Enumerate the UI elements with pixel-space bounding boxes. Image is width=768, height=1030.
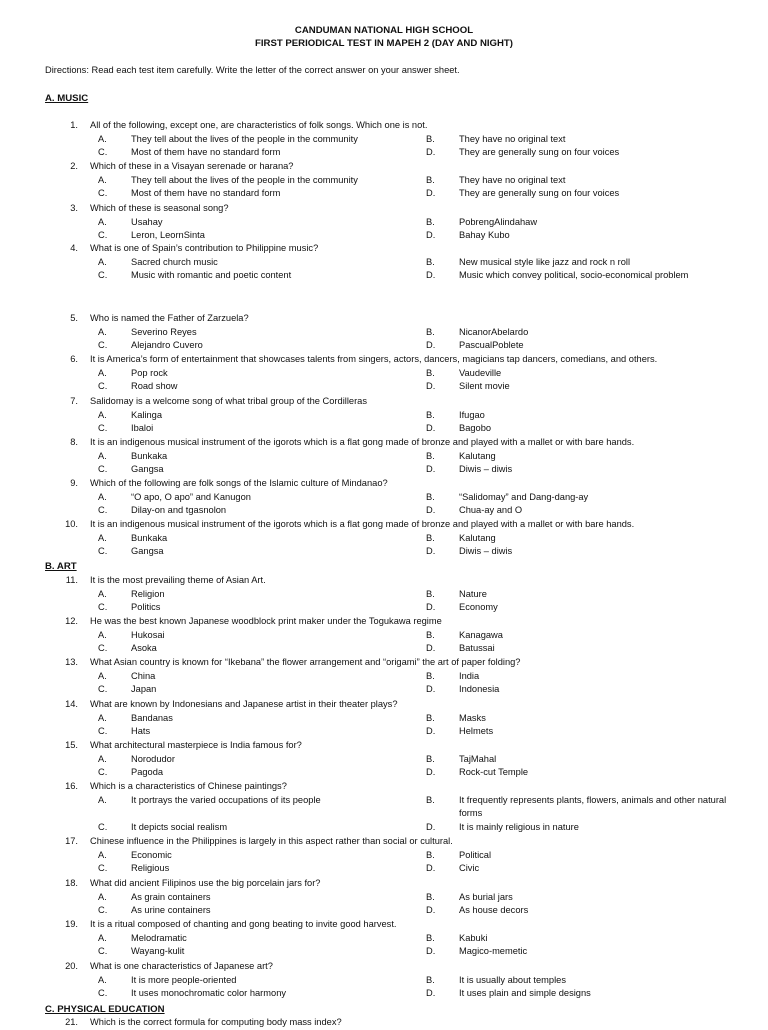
question-item (0, 119, 768, 133)
question-text: What did ancient Filipinos use the big porcelain jars for? (90, 878, 321, 888)
question-item (0, 242, 768, 256)
option-text: “O apo, O apo” and Kanugon (131, 491, 251, 502)
option-row (0, 463, 768, 477)
option-text: Road show (131, 381, 178, 392)
option-text: Kalinga (131, 409, 163, 420)
option-text: Bagobo (459, 423, 492, 434)
question-item (0, 312, 768, 326)
option-text: Hukosai (131, 629, 165, 640)
option-row (0, 629, 768, 643)
option-text: Music which convey political, socio-economical problem (459, 270, 689, 281)
option-letter: C. (98, 946, 108, 957)
option-row (0, 339, 768, 353)
option-text: It frequently represents plants, flowers, animals and other natural forms (459, 794, 727, 819)
option-letter: B. (426, 367, 435, 378)
option-text: Melodramatic (131, 932, 187, 943)
question-item (0, 656, 768, 670)
question-number: 4. (70, 243, 78, 253)
option-letter: C. (98, 863, 108, 874)
option-row (0, 974, 768, 988)
option-row (0, 367, 768, 381)
question-item (0, 202, 768, 216)
question-text: What Asian country is known for “Ikebana” the flower arrangement and “origami” the art of paper folding? (90, 657, 521, 667)
option-letter: C. (98, 602, 108, 613)
option-text: Economy (459, 602, 498, 613)
question-number: 10. (65, 519, 78, 529)
option-text: They tell about the lives of the people in the community (131, 133, 358, 144)
option-row (0, 450, 768, 464)
option-text: Ibaloi (131, 423, 154, 434)
option-letter: A. (98, 753, 107, 764)
option-text: They have no original text (459, 174, 566, 185)
question-text: Which is a characteristics of Chinese paintings? (90, 781, 287, 791)
option-text: Wayang-kulit (131, 946, 185, 957)
option-letter: B. (426, 753, 435, 764)
option-letter: C. (98, 546, 108, 557)
option-text: It is mainly religious in nature (459, 822, 579, 833)
option-letter: D. (426, 905, 436, 916)
option-text: Alejandro Cuvero (131, 340, 203, 351)
option-letter: D. (426, 822, 436, 833)
option-letter: C. (98, 505, 108, 516)
option-letter: A. (98, 794, 107, 805)
option-text: Nature (459, 588, 487, 599)
option-row (0, 849, 768, 863)
option-text: Economic (131, 849, 172, 860)
option-row (0, 725, 768, 739)
option-text: Kalutang (459, 532, 496, 543)
option-letter: D. (426, 147, 436, 158)
option-row (0, 904, 768, 918)
option-text: China (131, 670, 156, 681)
question-number: 8. (70, 437, 78, 447)
option-letter: A. (98, 670, 107, 681)
option-text: As grain containers (131, 891, 211, 902)
option-letter: A. (98, 256, 107, 267)
option-letter: A. (98, 849, 107, 860)
option-text: As urine containers (131, 905, 211, 916)
option-text: Bandanas (131, 712, 173, 723)
school-name: CANDUMAN NATIONAL HIGH SCHOOL (294, 25, 474, 36)
option-row (0, 532, 768, 546)
option-letter: B. (426, 491, 435, 502)
question-text: Chinese influence in the Philippines is largely in this aspect rather than social or cultural. (90, 836, 453, 846)
option-letter: C. (98, 423, 108, 434)
option-letter: D. (426, 946, 436, 957)
option-letter: A. (98, 367, 107, 378)
question-item (0, 918, 768, 932)
option-letter: C. (98, 684, 108, 695)
option-row (0, 862, 768, 876)
option-text: Most of them have no standard form (131, 147, 281, 158)
question-item (0, 395, 768, 409)
option-text: NicanorAbelardo (459, 326, 529, 337)
option-text: Usahay (131, 216, 163, 227)
option-row (0, 422, 768, 436)
question-item (0, 877, 768, 891)
question-text: He was the best known Japanese woodblock print maker under the Togukawa regime (90, 616, 442, 626)
option-row (0, 133, 768, 147)
option-letter: B. (426, 932, 435, 943)
option-text: Kabuki (459, 932, 488, 943)
question-item (0, 477, 768, 491)
section-pe-heading: C. PHYSICAL EDUCATION (45, 1004, 165, 1015)
option-text: PascualPoblete (459, 340, 524, 351)
option-text: Bunkaka (131, 450, 168, 461)
question-number: 1. (70, 120, 78, 130)
option-text: They are generally sung on four voices (459, 147, 620, 158)
option-row (0, 491, 768, 505)
option-letter: C. (98, 822, 108, 833)
option-row (0, 146, 768, 160)
option-text: It is more people-oriented (131, 974, 237, 985)
option-row (0, 588, 768, 602)
option-text: Japan (131, 684, 157, 695)
option-letter: B. (426, 588, 435, 599)
option-letter: C. (98, 726, 108, 737)
question-text: It is an indigenous musical instrument of the igorots which is a flat gong made of bronze and played with a mallet or with bare hands. (90, 519, 635, 529)
option-text: Ifugao (459, 409, 485, 420)
option-text: Pop rock (131, 367, 168, 378)
option-row (0, 216, 768, 230)
option-text: Religious (131, 863, 170, 874)
option-letter: A. (98, 629, 107, 640)
option-letter: D. (426, 464, 436, 475)
option-text: Most of them have no standard form (131, 188, 281, 199)
question-text: All of the following, except one, are characteristics of folk songs. Which one is not. (90, 120, 428, 130)
option-row (0, 545, 768, 559)
question-text: Which of these is seasonal song? (90, 203, 229, 213)
question-number: 3. (70, 203, 78, 213)
option-text: New musical style like jazz and rock n roll (459, 256, 631, 267)
question-item (0, 574, 768, 588)
option-letter: B. (426, 532, 435, 543)
test-title: FIRST PERIODICAL TEST IN MAPEH 2 (DAY AND NIGHT) (255, 38, 513, 49)
question-number: 2. (70, 161, 78, 171)
option-text: Gangsa (131, 464, 164, 475)
option-text: It depicts social realism (131, 822, 228, 833)
option-text: Chua-ay and O (459, 505, 523, 516)
question-text: What is one characteristics of Japanese art? (90, 961, 273, 971)
option-letter: B. (426, 891, 435, 902)
question-number: 12. (65, 616, 78, 626)
option-text: Bunkaka (131, 532, 168, 543)
option-text: Politics (131, 602, 161, 613)
option-letter: A. (98, 326, 107, 337)
option-row (0, 256, 768, 270)
option-row (0, 712, 768, 726)
option-text: Hats (131, 726, 151, 737)
option-text: Diwis – diwis (459, 546, 513, 557)
option-letter: D. (426, 988, 436, 999)
option-text: “Salidomay” and Dang-dang-ay (459, 491, 589, 502)
option-row (0, 504, 768, 518)
question-item (0, 698, 768, 712)
question-number: 9. (70, 478, 78, 488)
option-letter: D. (426, 188, 436, 199)
section-music-heading: A. MUSIC (45, 93, 89, 104)
option-letter: A. (98, 588, 107, 599)
option-text: They have no original text (459, 133, 566, 144)
option-text: As burial jars (459, 891, 513, 902)
option-text: Asoka (131, 643, 157, 654)
option-letter: D. (426, 505, 436, 516)
option-row (0, 642, 768, 656)
option-letter: D. (426, 270, 436, 281)
question-item (0, 436, 768, 450)
option-letter: B. (426, 670, 435, 681)
question-item (0, 835, 768, 849)
question-item (0, 960, 768, 974)
question-number: 20. (65, 961, 78, 971)
option-text: Music with romantic and poetic content (131, 270, 292, 281)
option-letter: A. (98, 409, 107, 420)
question-number: 5. (70, 313, 78, 323)
option-letter: D. (426, 726, 436, 737)
option-letter: A. (98, 450, 107, 461)
option-row (0, 380, 768, 394)
section-art-heading: B. ART (45, 561, 77, 572)
option-letter: D. (426, 340, 436, 351)
option-letter: A. (98, 891, 107, 902)
option-text: Pagoda (131, 767, 164, 778)
question-text: What are known by Indonesians and Japanese artist in their theater plays? (90, 699, 398, 709)
option-letter: D. (426, 767, 436, 778)
option-letter: D. (426, 863, 436, 874)
option-letter: B. (426, 629, 435, 640)
option-text: Leron, LeornSinta (131, 230, 205, 241)
question-text: It is an indigenous musical instrument of the igorots which is a flat gong made of bronze and played with a mallet or with bare hands. (90, 437, 635, 447)
directions: Directions: Read each test item carefully. Write the letter of the correct answer on your answer sheet. (45, 65, 460, 75)
option-letter: D. (426, 230, 436, 241)
option-letter: C. (98, 270, 108, 281)
option-letter: B. (426, 849, 435, 860)
question-item (0, 1016, 768, 1030)
question-text: Which is the correct formula for computing body mass index? (90, 1017, 342, 1027)
option-letter: B. (426, 326, 435, 337)
option-row (0, 753, 768, 767)
option-row (0, 601, 768, 615)
option-text: Religion (131, 588, 165, 599)
option-text: It is usually about temples (459, 974, 566, 985)
option-text: Indonesia (459, 684, 500, 695)
option-letter: D. (426, 546, 436, 557)
option-letter: C. (98, 905, 108, 916)
option-letter: C. (98, 188, 108, 199)
question-text: It is America’s form of entertainment that showcases talents from singers, actors, dancers, magicians tap dancers, comedians, and others. (90, 354, 658, 364)
option-letter: C. (98, 988, 108, 999)
option-text: India (459, 670, 480, 681)
option-row (0, 932, 768, 946)
option-letter: A. (98, 712, 107, 723)
option-text: Severino Reyes (131, 326, 197, 337)
option-text: They tell about the lives of the people in the community (131, 174, 358, 185)
option-letter: A. (98, 174, 107, 185)
option-row (0, 187, 768, 201)
option-letter: D. (426, 602, 436, 613)
option-letter: B. (426, 409, 435, 420)
question-number: 21. (65, 1017, 78, 1027)
question-number: 13. (65, 657, 78, 667)
option-row (0, 945, 768, 959)
question-number: 14. (65, 699, 78, 709)
question-number: 7. (70, 396, 78, 406)
option-letter: D. (426, 423, 436, 434)
option-letter: B. (426, 133, 435, 144)
option-text: Kanagawa (459, 629, 503, 640)
option-letter: D. (426, 684, 436, 695)
option-letter: C. (98, 767, 108, 778)
question-item (0, 353, 768, 367)
question-text: Which of these in a Visayan serenade or harana? (90, 161, 294, 171)
option-row (0, 269, 768, 283)
question-number: 18. (65, 878, 78, 888)
option-text: Gangsa (131, 546, 164, 557)
option-letter: B. (426, 712, 435, 723)
option-text: PobrengAlindahaw (459, 216, 538, 227)
option-row (0, 987, 768, 1001)
option-text: Helmets (459, 726, 494, 737)
option-letter: A. (98, 932, 107, 943)
option-text: It uses monochromatic color harmony (131, 988, 287, 999)
option-text: Sacred church music (131, 256, 218, 267)
option-letter: B. (426, 974, 435, 985)
question-number: 6. (70, 354, 78, 364)
question-text: It is a ritual composed of chanting and gong beating to invite good harvest. (90, 919, 397, 929)
option-text: As house decors (459, 905, 529, 916)
option-letter: C. (98, 381, 108, 392)
option-letter: B. (426, 256, 435, 267)
option-text: Silent movie (459, 381, 510, 392)
option-letter: D. (426, 643, 436, 654)
option-text: Batussai (459, 643, 495, 654)
option-letter: C. (98, 643, 108, 654)
option-letter: C. (98, 230, 108, 241)
option-letter: B. (426, 216, 435, 227)
option-text: Political (459, 849, 492, 860)
option-row (0, 409, 768, 423)
option-letter: A. (98, 974, 107, 985)
question-item (0, 518, 768, 532)
option-text: It uses plain and simple designs (459, 988, 591, 999)
option-row (0, 174, 768, 188)
question-text: What architectural masterpiece is India famous for? (90, 740, 302, 750)
option-letter: A. (98, 532, 107, 543)
question-number: 15. (65, 740, 78, 750)
option-letter: B. (426, 174, 435, 185)
option-row (0, 683, 768, 697)
option-letter: A. (98, 491, 107, 502)
option-letter: C. (98, 464, 108, 475)
option-letter: D. (426, 381, 436, 392)
option-text: TajMahal (459, 753, 497, 764)
question-text: Which of the following are folk songs of the Islamic culture of Mindanao? (90, 478, 388, 488)
option-text: Rock-cut Temple (459, 767, 529, 778)
option-text: Diwis – diwis (459, 464, 513, 475)
option-row (0, 670, 768, 684)
option-row (0, 891, 768, 905)
option-row (0, 794, 768, 819)
option-text: They are generally sung on four voices (459, 188, 620, 199)
question-text: Salidomay is a welcome song of what tribal group of the Cordilleras (90, 396, 367, 406)
option-letter: B. (426, 450, 435, 461)
option-letter: C. (98, 147, 108, 158)
option-letter: A. (98, 133, 107, 144)
question-item (0, 780, 768, 794)
option-text: Dilay-on and tgasnolon (131, 505, 227, 516)
question-number: 19. (65, 919, 78, 929)
option-row (0, 821, 768, 835)
option-text: Norodudor (131, 753, 175, 764)
question-text: What is one of Spain’s contribution to Philippine music? (90, 243, 319, 253)
question-text: Who is named the Father of Zarzuela? (90, 313, 249, 323)
option-letter: A. (98, 216, 107, 227)
question-item (0, 160, 768, 174)
option-letter: C. (98, 340, 108, 351)
option-text: Bahay Kubo (459, 230, 510, 241)
question-number: 16. (65, 781, 78, 791)
option-text: Masks (459, 712, 486, 723)
question-number: 17. (65, 836, 78, 846)
question-text: It is the most prevailing theme of Asian Art. (90, 575, 266, 585)
question-number: 11. (65, 575, 78, 585)
option-row (0, 326, 768, 340)
option-row (0, 766, 768, 780)
option-text: Civic (459, 863, 480, 874)
option-text: Kalutang (459, 450, 496, 461)
question-item (0, 739, 768, 753)
option-text: It portrays the varied occupations of its people (131, 794, 321, 805)
question-item (0, 615, 768, 629)
option-letter: B. (426, 794, 435, 805)
option-text: Magico-memetic (459, 946, 528, 957)
option-text: Vaudeville (459, 367, 502, 378)
